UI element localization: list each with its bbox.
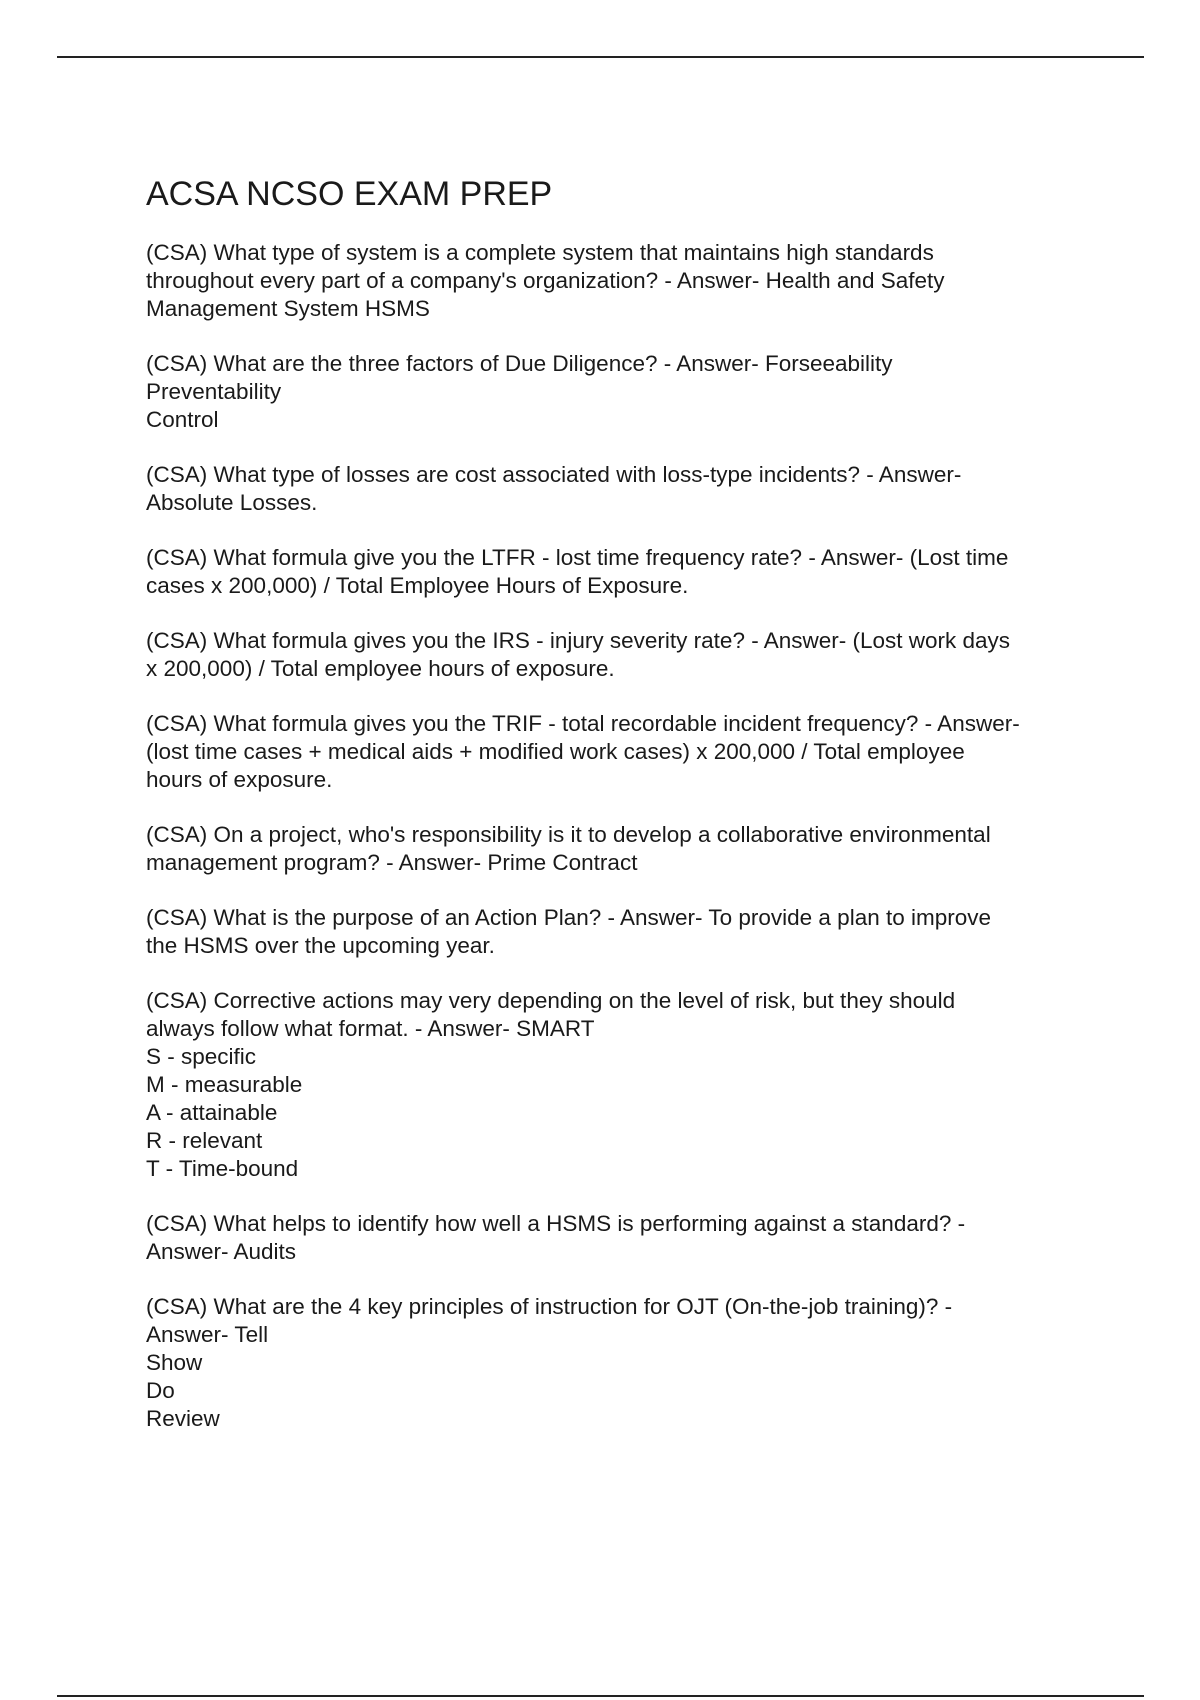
qa-entry-2: (CSA) What are the three factors of Due Diligence? - Answer- Forseeability Preventability Control (146, 351, 893, 432)
qa-entry-8: (CSA) What is the purpose of an Action Plan? - Answer- To provide a plan to improve the HSMS over the upcoming year. (146, 905, 992, 958)
qa-entry-5: (CSA) What formula gives you the IRS - injury severity rate? - Answer- (Lost work days x 200,000) / Total employee hours of exposure. (146, 628, 1011, 681)
qa-entry-4: (CSA) What formula give you the LTFR - lost time frequency rate? - Answer- (Lost time cases x 200,000) / Total Employee Hours of Exposure. (146, 545, 1009, 598)
top-rule (57, 56, 1144, 58)
bottom-rule (57, 1695, 1144, 1697)
document-title: ACSA NCSO EXAM PREP (146, 175, 553, 213)
qa-entry-11: (CSA) What are the 4 key principles of instruction for OJT (On-the-job training)? - Answer- Tell Show Do Review (146, 1294, 953, 1431)
qa-entry-3: (CSA) What type of losses are cost associated with loss-type incidents? - Answer- Absolute Losses. (146, 462, 962, 515)
qa-entry-7: (CSA) On a project, who's responsibility is it to develop a collaborative environmental management program? - Answer- Prime Contract (146, 822, 991, 875)
qa-entry-1: (CSA) What type of system is a complete system that maintains high standards throughout every part of a company's organization? - Answer- Health and Safety Management System HSMS (146, 240, 945, 321)
qa-entry-6: (CSA) What formula gives you the TRIF - total recordable incident frequency? - Answer- (lost time cases + medical aids + modified work cases) x 200,000 / Total employee hours of exposure. (146, 711, 1020, 792)
qa-entry-9: (CSA) Corrective actions may very depending on the level of risk, but they should always follow what format. - Answer- SMART S - specific M - measurable A - attainable R - relevant T - Time-bound (146, 988, 956, 1181)
qa-entry-10: (CSA) What helps to identify how well a HSMS is performing against a standard? - Answer- Audits (146, 1211, 966, 1264)
document-body (146, 170, 1106, 1460)
